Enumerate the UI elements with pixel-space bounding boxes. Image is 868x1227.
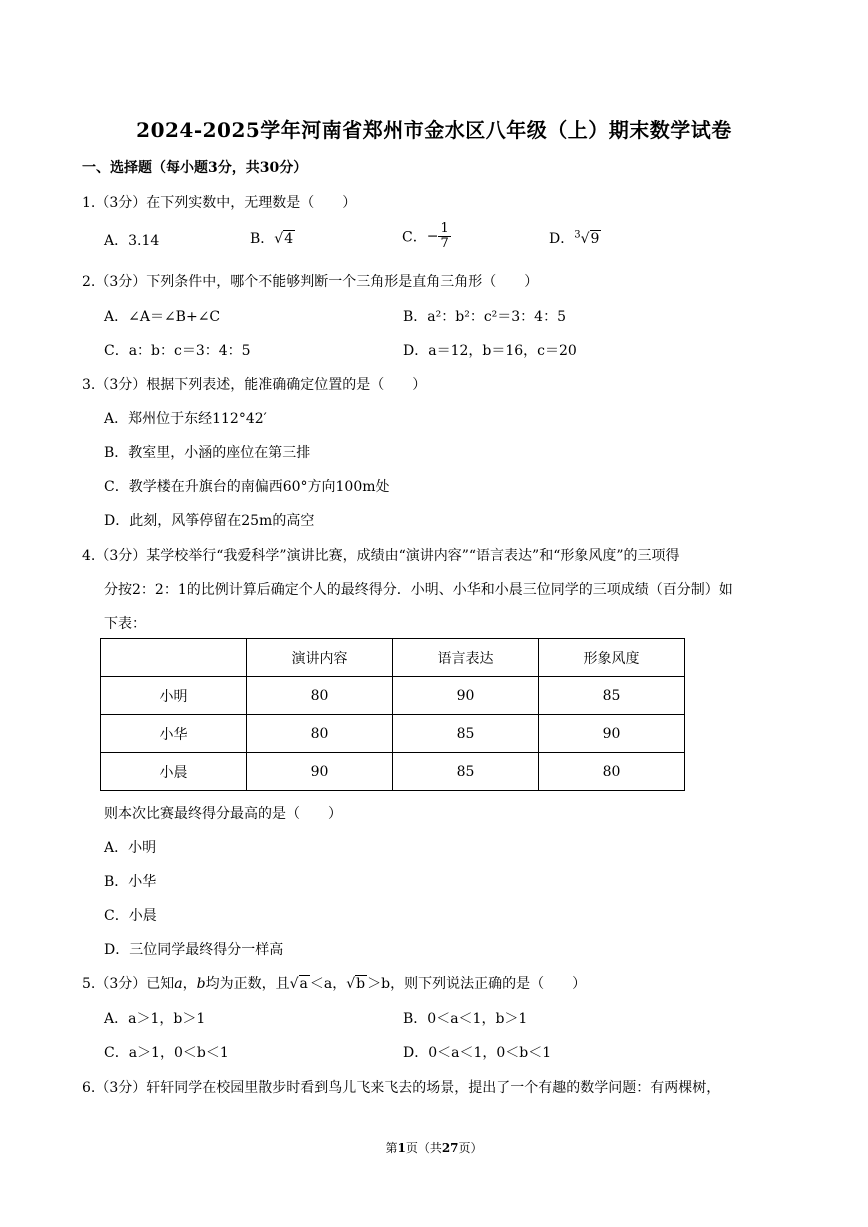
fraction-one-seventh: $\frac{1}{7}$ — [440, 221, 449, 251]
question-2-option-a: A．∠A＝∠B+∠C — [104, 309, 221, 325]
table-cell: 85 — [393, 715, 539, 753]
table-cell: 90 — [393, 677, 539, 715]
option-d-label: D． — [549, 231, 575, 247]
table-cell: 80 — [247, 715, 393, 753]
question-5-option-c: C．a＞1，0＜b＜1 — [104, 1045, 229, 1061]
table-header-row — [101, 639, 685, 677]
table-cell: 90 — [247, 753, 393, 791]
question-1-option-d: D．$^3$√9 — [549, 229, 600, 247]
table-cell: 80 — [539, 753, 685, 791]
question-1-stem: 1.（3分）在下列实数中，无理数是（ ） — [82, 195, 357, 211]
sqrt-b: √b — [346, 976, 366, 992]
question-4-stem-line-2: 分按2：2：1的比例计算后确定个人的最终得分．小明、小华和小晨三位同学的三项成绩（百分制）如 — [104, 582, 733, 598]
table-header-cell: 语言表达 — [393, 639, 539, 677]
table-row — [101, 677, 685, 715]
question-5-stem: 5.（3分）已知a，b均为正数，且√a ＜a，√b ＞b，则下列说法正确的是（ ） — [82, 976, 587, 992]
question-2-option-d: D．a＝12，b＝16，c＝20 — [403, 343, 577, 359]
table-cell: 85 — [393, 753, 539, 791]
question-5-option-a: A．a＞1，b＞1 — [104, 1011, 206, 1027]
page-footer: 第1页（共27页） — [385, 1141, 483, 1155]
question-3-option-c: C．教学楼在升旗台的南偏西60°方向100m处 — [104, 479, 390, 495]
table-cell: 小明 — [101, 677, 247, 715]
question-1-option-c: C．− $\frac{1}{7}$ — [402, 221, 449, 251]
section-heading: 一、选择题（每小题3分，共30分） — [82, 160, 308, 176]
question-2-option-b: B．a²：b²：c²＝3：4：5 — [403, 309, 566, 325]
question-4-option-a: A．小明 — [104, 840, 157, 856]
question-1-option-a: A．3.14 — [104, 233, 160, 249]
table-header-cell — [101, 639, 247, 677]
option-b-label: B． — [250, 231, 275, 247]
question-4-option-c: C．小晨 — [104, 908, 157, 924]
table-header-cell: 演讲内容 — [247, 639, 393, 677]
table-cell: 85 — [539, 677, 685, 715]
page-title: 2024-2025学年河南省郑州市金水区八年级（上）期末数学试卷 — [136, 118, 732, 142]
table-cell: 小华 — [101, 715, 247, 753]
question-1-option-b — [250, 228, 295, 248]
page-number: 1 — [397, 1141, 406, 1155]
table-cell: 80 — [247, 677, 393, 715]
question-6-stem: 6.（3分）轩轩同学在校园里散步时看到鸟儿飞来飞去的场景，提出了一个有趣的数学问题：有两棵树， — [82, 1080, 721, 1096]
question-4-after: 则本次比赛最终得分最高的是（ ） — [104, 806, 342, 822]
table-header-cell: 形象风度 — [539, 639, 685, 677]
question-3-option-b: B．教室里，小涵的座位在第三排 — [104, 445, 311, 461]
question-3-option-d: D．此刻，风筝停留在25m的高空 — [104, 513, 315, 529]
question-5-option-b: B．0＜a＜1，b＞1 — [403, 1011, 528, 1027]
question-4-stem-line-1: 4.（3分）某学校举行“我爱科学”演讲比赛，成绩由“演讲内容”“语言表达”和“形象风度”的三项得 — [82, 548, 680, 564]
cube-root-9: √9 — [580, 231, 600, 247]
table-row — [101, 715, 685, 753]
question-2-stem: 2.（3分）下列条件中，哪个不能够判断一个三角形是直角三角形（ ） — [82, 274, 539, 290]
table-row — [101, 753, 685, 791]
question-4-stem-line-3: 下表： — [104, 616, 146, 632]
question-3-option-a: A．郑州位于东经112°42′ — [104, 411, 267, 427]
question-5-option-d: D．0＜a＜1，0＜b＜1 — [403, 1045, 552, 1061]
sqrt-a: √a — [289, 976, 308, 992]
question-2-option-c: C．a：b：c＝3：4：5 — [104, 343, 251, 359]
question-3-stem: 3.（3分）根据下列表述，能准确确定位置的是（ ） — [82, 377, 427, 393]
sqrt-4: √4 — [274, 231, 294, 247]
score-table — [100, 638, 685, 791]
question-4-option-d: D．三位同学最终得分一样高 — [104, 942, 284, 958]
table-cell: 小晨 — [101, 753, 247, 791]
question-4-option-b: B．小华 — [104, 874, 157, 890]
total-pages: 27 — [441, 1141, 459, 1155]
option-c-label: C． — [402, 229, 427, 246]
table-cell: 90 — [539, 715, 685, 753]
